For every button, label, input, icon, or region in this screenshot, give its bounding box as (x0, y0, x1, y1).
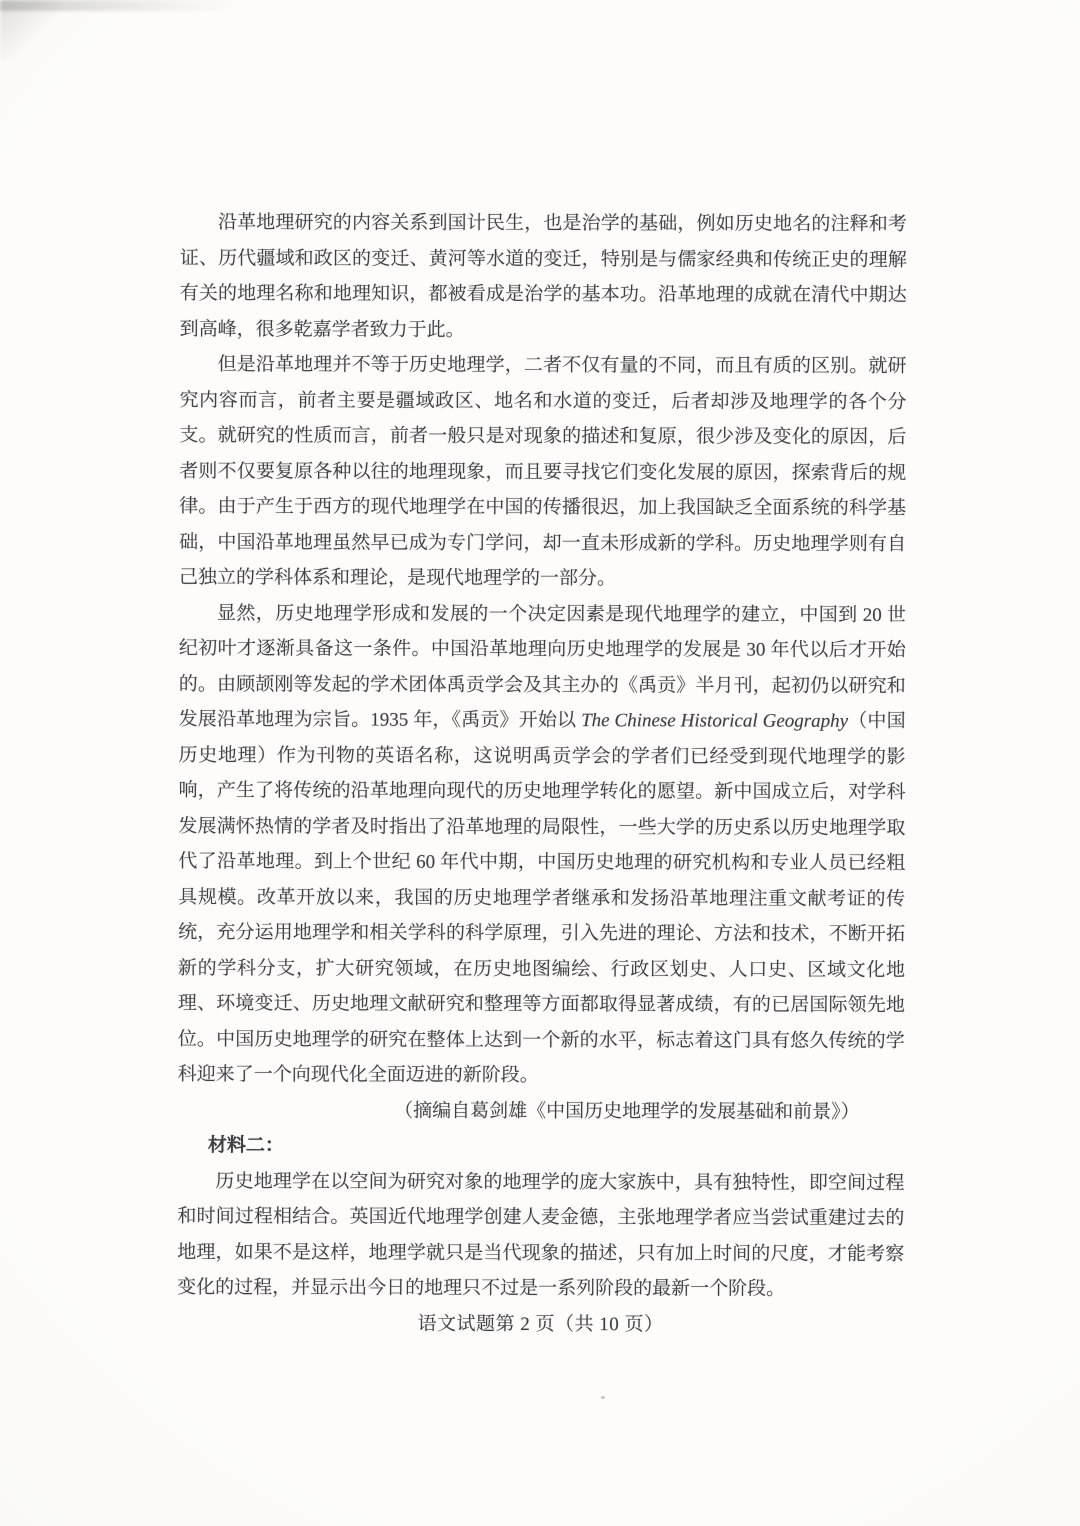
document-text-column (177, 205, 907, 1343)
text-run: （中国历史地理）作为刊物的英语名称，这说明禹贡学会的学者们已经受到现代地理学的影响，产生了将传统的沿革地理向现代的历史地理学转化的愿望。新中国成立后，对学科发展满怀热情的学者及时指出了沿革地理的局限性，一些大学的历史系以历史地理学取代了沿革地理。到上个世纪 60 年代中期，中国历史地理的研究机构和专业人员已经粗具规模。改革开放以来，我国的历史地理学者继承和发扬沿革地理注重文献考证的传统，充分运用地理学和相关学科的科学原理，引入先进的理论、方法和技术，不断开拓新的学科分支，扩大研究领域，在历史地图编绘、行政区划史、人口史、区域文化地理、环境变迁、历史地理文献研究和整理等方面都取得显著成绩，有的已居国际领先地位。中国历史地理学的研究在整体上达到一个新的水平，标志着这门具有悠久传统的学科迎来了一个向现代化全面迈进的新阶段。 (177, 710, 906, 1086)
paragraph (177, 1164, 904, 1308)
paragraph (179, 347, 907, 597)
scan-speck (601, 1396, 605, 1399)
paragraph (178, 596, 906, 1095)
section-heading (177, 1128, 904, 1165)
text-run: （摘编自葛剑雄《中国历史地理学的发展基础和前景》） (394, 1100, 860, 1123)
page-corner-shading (0, 0, 60, 60)
latin-italic-run: The Chinese Historical Geography (581, 710, 849, 732)
document-blocks (177, 205, 907, 1307)
text-run: 材料二： (207, 1135, 284, 1157)
text-run: 历史地理学在以空间为研究对象的地理学的庞大家族中，具有独特性，即空间过程和时间过程相结合。英国近代地理学创建人麦金德，主张地理学者应当尝试重建过去的地理，如果不是这样，地理学就只是当代现象的描述，只有加上时间的尺度，才能考察变化的过程，并显示出今日的地理只不过是一系列阶段的最新一个阶段。 (177, 1170, 905, 1300)
attribution-line (178, 1093, 905, 1130)
paragraph (180, 205, 907, 349)
page-footer: 语文试题第 2 页（共 10 页） (417, 1313, 664, 1335)
text-run: 沿革地理研究的内容关系到国计民生，也是治学的基础，例如历史地名的注释和考证、历代疆域和政区的变迁、黄河等水道的变迁，特别是与儒家经典和传统正史的理解有关的地理名称和地理知识，都被看成是治学的基本功。沿革地理的成就在清代中期达到高峰，很多乾嘉学者致力于此。 (179, 212, 907, 341)
text-run: 显然，历史地理学形成和发展的一个决定因素是现代地理学的建立，中国到 20 世纪初叶才逐渐具备这一条件。中国沿革地理向历史地理学的发展是 30 年代以后才开始的。由顾颉刚等发起的学术团体禹贡学会及其主办的《禹贡》半月刊，起初仍以研究和发展沿革地理为宗旨。1935 年，《禹贡》开始以 (178, 602, 906, 732)
text-run: 但是沿革地理并不等于历史地理学，二者不仅有量的不同，而且有质的区别。就研究内容而言，前者主要是疆域政区、地名和水道的变迁，后者却涉及地理学的各个分支。就研究的性质而言，前者一般只是对现象的描述和复原，很少涉及变化的原因，后者则不仅要复原各种以往的地理现象，而且要寻找它们变化发展的原因，探索背后的规律。由于产生于西方的现代地理学在中国的传播很迟，加上我国缺乏全面系统的科学基础，中国沿革地理虽然早已成为专门学问，却一直未形成新的学科。历史地理学则有自己独立的学科体系和理论，是现代地理学的一部分。 (178, 354, 907, 590)
